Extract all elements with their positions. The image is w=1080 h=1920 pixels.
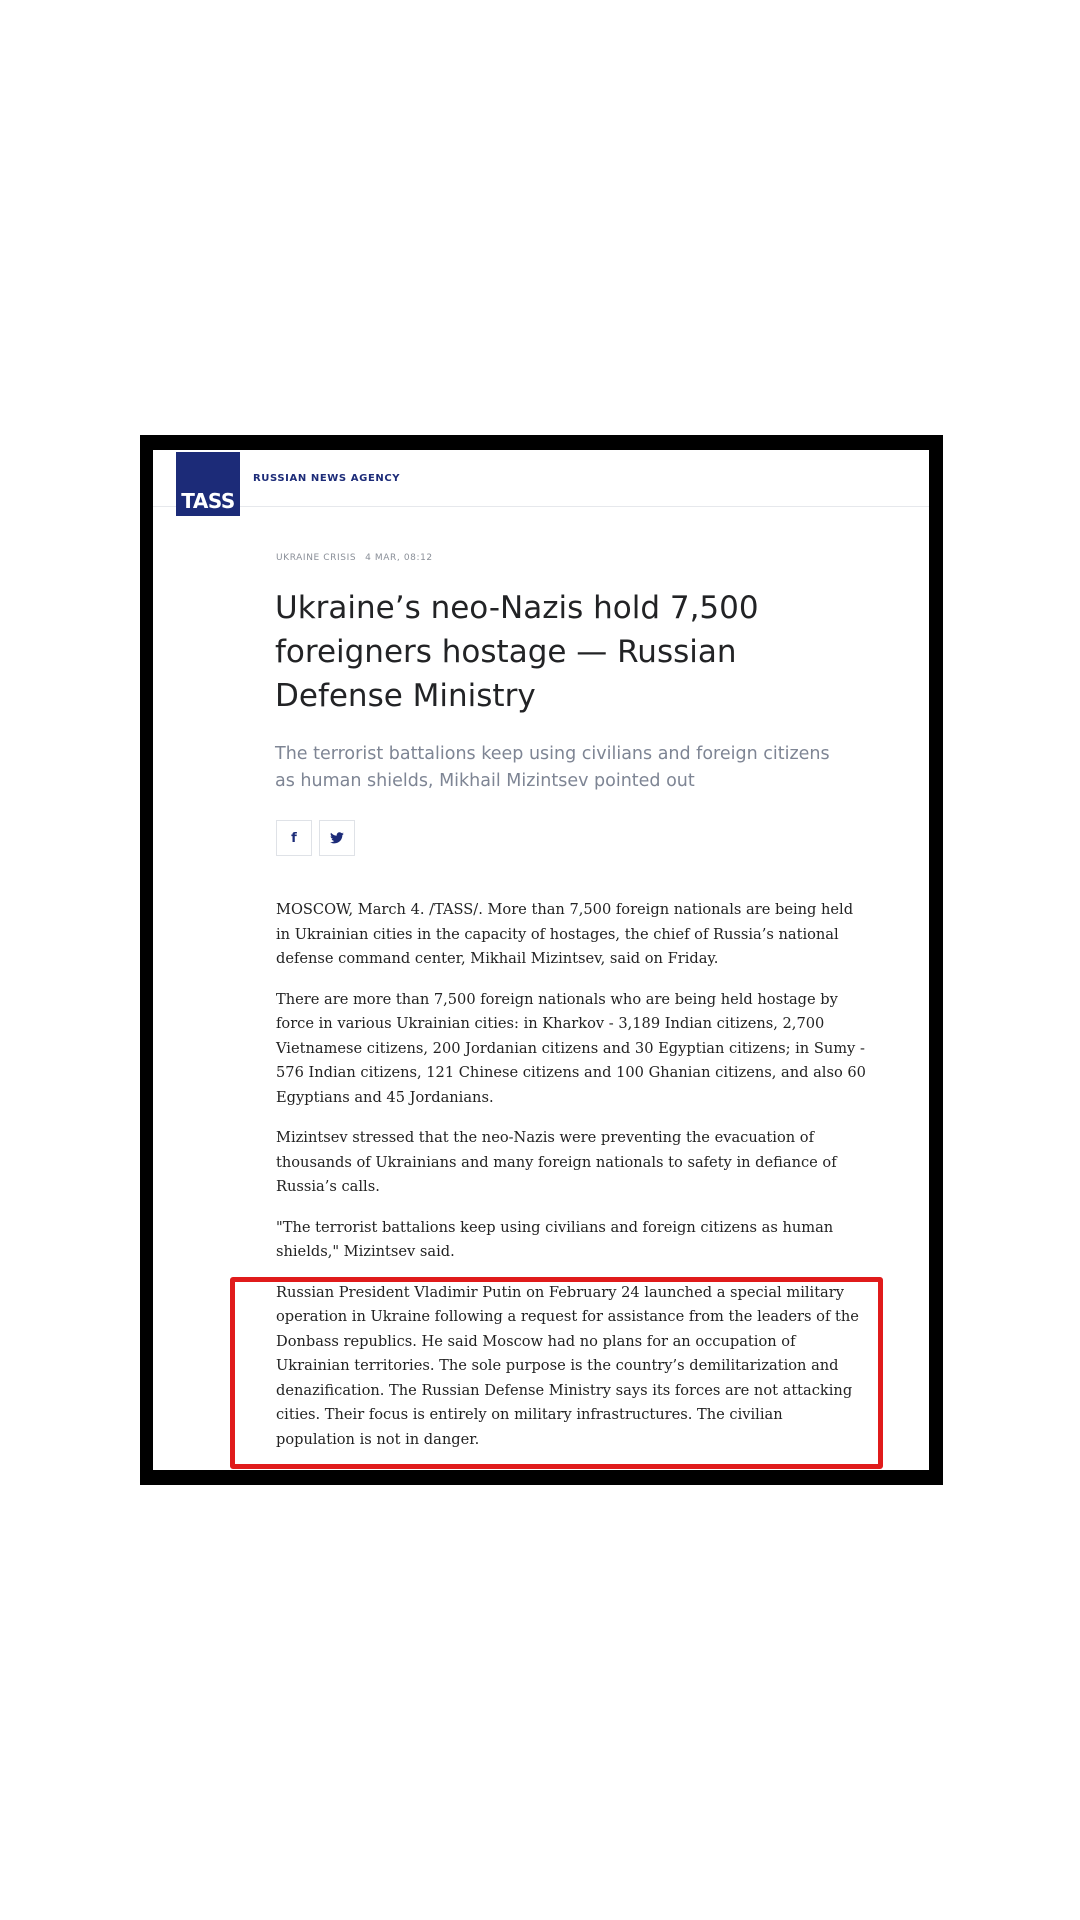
category-link[interactable]: UKRAINE CRISIS	[276, 553, 357, 563]
article-paragraph: MOSCOW, March 4. /TASS/. More than 7,500 foreign nationals are being held in Ukrainian cities in the capacity of hostages, the chief of Russia’s national defense command center, Mikhail Mizintsev, said on Friday.	[276, 901, 854, 967]
red-highlight-box	[230, 1277, 883, 1469]
article-headline: Ukraine’s neo-Nazis hold 7,500 foreigners hostage — Russian Defense Ministry	[275, 590, 759, 714]
share-twitter-button[interactable]	[319, 820, 355, 856]
article-paragraph: "The terrorist battalions keep using civilians and foreign citizens as human shields," Mizintsev said.	[276, 1218, 834, 1260]
facebook-icon: f	[291, 830, 297, 846]
share-facebook-button[interactable]	[276, 820, 312, 856]
publish-time: 4 MAR, 08:12	[365, 553, 433, 563]
article-paragraph: Mizintsev stressed that the neo-Nazis were preventing the evacuation of thousands of Ukrainians and many foreign nationals to safety in defiance of Russia’s calls.	[276, 1129, 837, 1195]
site-header	[153, 450, 929, 513]
twitter-icon	[330, 832, 344, 844]
tass-logo[interactable]	[176, 452, 240, 516]
article-subheadline: The terrorist battalions keep using civilians and foreign citizens as human shields, Mikhail Mizintsev pointed out	[275, 744, 830, 791]
article-meta	[276, 553, 433, 563]
article-paragraph-highlighted: Russian President Vladimir Putin on February 24 launched a special military operation in Ukraine following a request for assistance from the leaders of the Donbass republics. He said Moscow had no plans for an occupation of Ukrainian territories. The sole purpose is the country’s demilitarization and denazification. The Russian Defense Ministry says its forces are not attacking cities. Their focus is entirely on military infrastructures. The civilian population is not in danger.	[276, 1283, 859, 1448]
article-paragraph: There are more than 7,500 foreign nationals who are being held hostage by force in various Ukrainian cities: in Kharkov - 3,189 Indian citizens, 2,700 Vietnamese citizens, 200 Jordanian citizens and 30 Egyptian citizens; in Sumy - 576 Indian citizens, 121 Chinese citizens and 100 Ghanian citizens, and also 60 Egyptians and 45 Jordanians.	[276, 990, 866, 1106]
logo-text: TASS	[181, 489, 235, 513]
agency-name: RUSSIAN NEWS AGENCY	[253, 473, 401, 484]
